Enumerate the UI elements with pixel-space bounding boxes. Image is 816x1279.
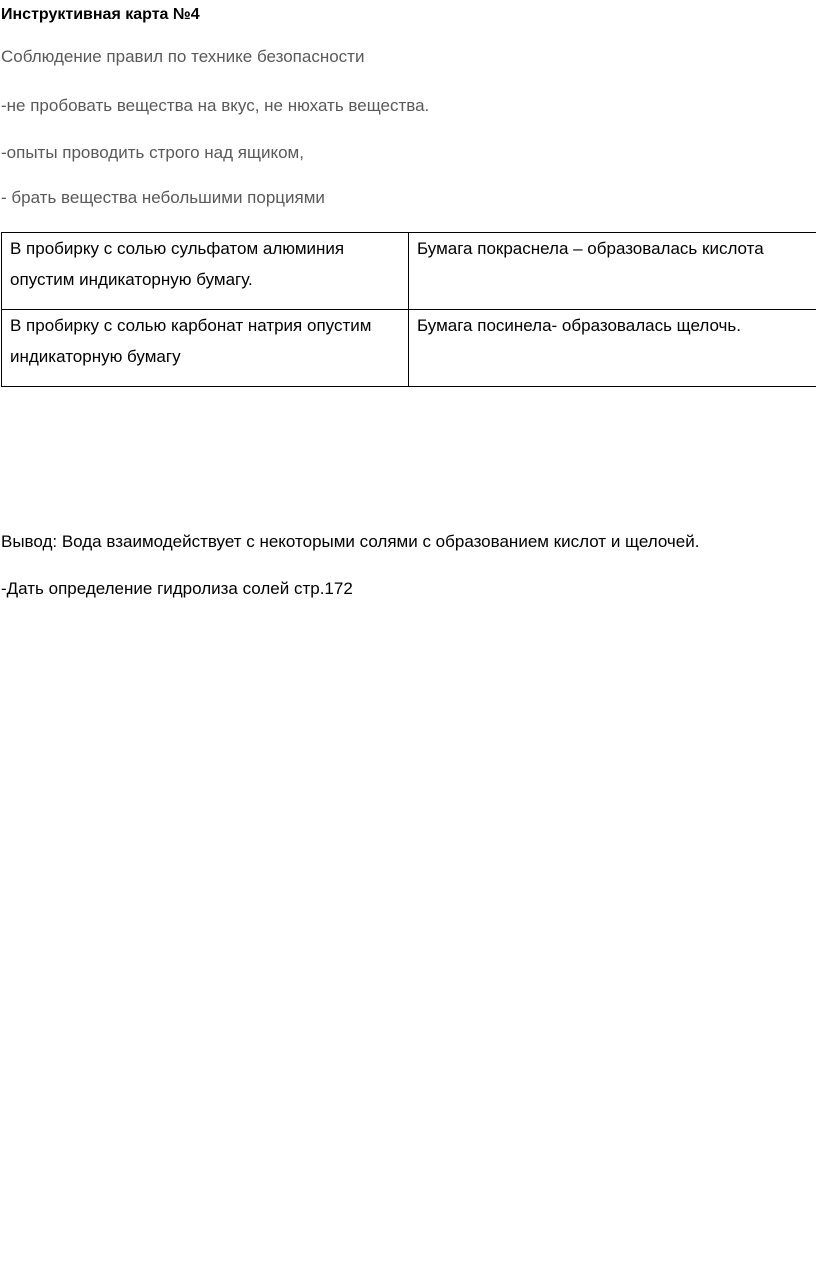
safety-rule-3: - брать вещества небольшими порциями: [1, 188, 325, 207]
safety-rule-1: -не пробовать вещества на вкус, не нюхать вещества.: [1, 96, 430, 115]
homework-task: -Дать определение гидролиза солей стр.172: [1, 579, 353, 598]
experiment-action-1: В пробирку с солью сульфатом алюминия опустим индикаторную бумагу.: [10, 239, 345, 289]
safety-heading: Соблюдение правил по технике безопасности: [1, 47, 365, 66]
table-cell-result: [409, 310, 816, 387]
experiment-action-2: В пробирку с солью карбонат натрия опустим индикаторную бумагу: [10, 316, 372, 366]
experiment-result-2: Бумага посинела- образовалась щелочь.: [417, 316, 741, 335]
experiment-table: [1, 232, 816, 387]
table-cell-result: [409, 233, 816, 310]
safety-rule-2: -опыты проводить строго над ящиком,: [1, 143, 304, 162]
table-cell-action: [2, 310, 409, 387]
conclusion-text: Вывод: Вода взаимодействует с некоторыми солями с образованием кислот и щелочей.: [1, 532, 700, 551]
table-cell-action: [2, 233, 409, 310]
experiment-result-1: Бумага покраснела – образовалась кислота: [417, 239, 764, 258]
table-row: [2, 310, 816, 387]
table-row: [2, 233, 816, 310]
document-title: Инструктивная карта №4: [1, 6, 200, 23]
